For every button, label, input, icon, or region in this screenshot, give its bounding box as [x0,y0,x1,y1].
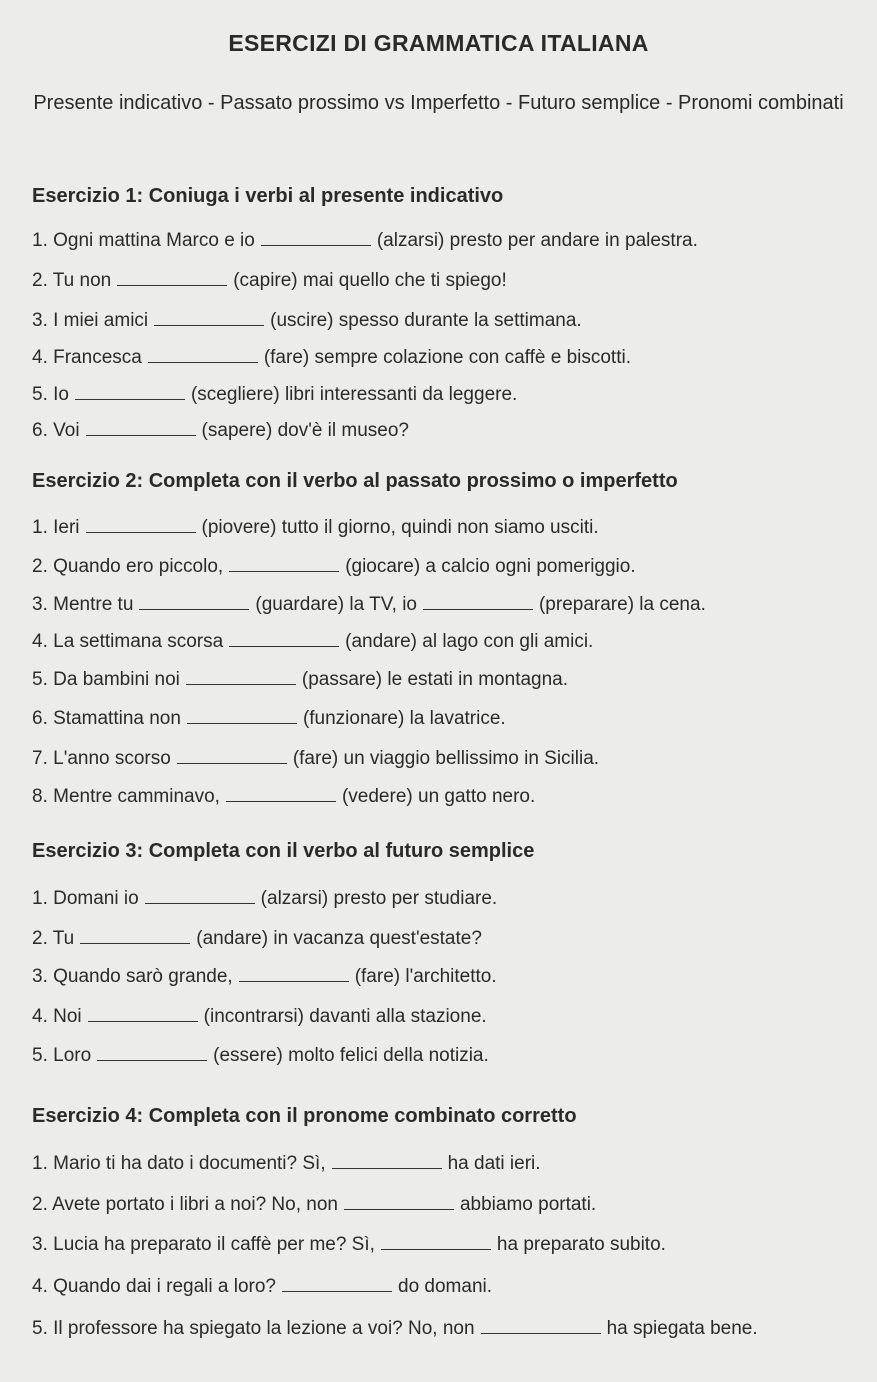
exercise-1-title: Esercizio 1: Coniuga i verbi al presente indicativo [32,185,504,207]
ex1-item: 4. Francesca (fare) sempre colazione con caffè e biscotti. [32,347,631,368]
answer-blank[interactable] [117,271,227,286]
answer-blank[interactable] [261,231,371,246]
answer-blank[interactable] [86,421,196,436]
answer-blank[interactable] [148,348,258,363]
answer-blank[interactable] [186,670,296,685]
answer-blank[interactable] [88,1007,198,1022]
ex3-item: 1. Domani io (alzarsi) presto per studiare. [32,888,498,909]
ex2-item: 6. Stamattina non (funzionare) la lavatrice. [32,708,506,729]
ex2-item: 3. Mentre tu (guardare) la TV, io (preparare) la cena. [32,594,706,615]
exercise-3-title: Esercizio 3: Completa con il verbo al futuro semplice [32,840,535,862]
answer-blank[interactable] [282,1277,392,1292]
answer-blank[interactable] [423,595,533,610]
ex4-item: 2. Avete portato i libri a noi? No, non abbiamo portati. [32,1194,597,1215]
ex4-item: 4. Quando dai i regali a loro? do domani. [32,1276,493,1297]
answer-blank[interactable] [145,889,255,904]
exercise-2-title: Esercizio 2: Completa con il verbo al passato prossimo o imperfetto [32,470,678,492]
ex2-item: 2. Quando ero piccolo, (giocare) a calcio ogni pomeriggio. [32,556,636,577]
answer-blank[interactable] [381,1235,491,1250]
ex1-item: 1. Ogni mattina Marco e io (alzarsi) presto per andare in palestra. [32,230,698,251]
answer-blank[interactable] [226,787,336,802]
ex2-item: 8. Mentre camminavo, (vedere) un gatto nero. [32,786,536,807]
ex4-item: 1. Mario ti ha dato i documenti? Sì, ha dati ieri. [32,1153,541,1174]
exercise-4-title: Esercizio 4: Completa con il pronome combinato corretto [32,1105,577,1127]
answer-blank[interactable] [139,595,249,610]
page-subtitle: Presente indicativo - Passato prossimo vs Imperfetto - Futuro semplice - Pronomi combinati [33,92,844,114]
ex4-item: 5. Il professore ha spiegato la lezione a voi? No, non ha spiegata bene. [32,1318,758,1339]
ex3-item: 2. Tu (andare) in vacanza quest'estate? [32,928,482,949]
answer-blank[interactable] [187,709,297,724]
answer-blank[interactable] [177,749,287,764]
answer-blank[interactable] [229,557,339,572]
ex4-item: 3. Lucia ha preparato il caffè per me? Sì, ha preparato subito. [32,1234,666,1255]
ex2-item: 5. Da bambini noi (passare) le estati in montagna. [32,669,569,690]
answer-blank[interactable] [97,1046,207,1061]
ex3-item: 5. Loro (essere) molto felici della notizia. [32,1045,489,1066]
ex1-item: 5. Io (scegliere) libri interessanti da leggere. [32,384,518,405]
answer-blank[interactable] [86,518,196,533]
answer-blank[interactable] [75,385,185,400]
page-title: ESERCIZI DI GRAMMATICA ITALIANA [228,30,649,56]
answer-blank[interactable] [80,929,190,944]
ex3-item: 4. Noi (incontrarsi) davanti alla stazione. [32,1006,487,1027]
answer-blank[interactable] [154,311,264,326]
ex2-item: 4. La settimana scorsa (andare) al lago con gli amici. [32,631,594,652]
ex1-item: 2. Tu non (capire) mai quello che ti spiego! [32,270,507,291]
ex1-item: 6. Voi (sapere) dov'è il museo? [32,420,409,441]
answer-blank[interactable] [229,632,339,647]
answer-blank[interactable] [481,1319,601,1334]
ex1-item: 3. I miei amici (uscire) spesso durante la settimana. [32,310,582,331]
ex2-item: 1. Ieri (piovere) tutto il giorno, quindi non siamo usciti. [32,517,599,538]
ex3-item: 3. Quando sarò grande, (fare) l'architetto. [32,966,497,987]
answer-blank[interactable] [332,1154,442,1169]
answer-blank[interactable] [344,1195,454,1210]
ex2-item: 7. L'anno scorso (fare) un viaggio bellissimo in Sicilia. [32,748,600,769]
answer-blank[interactable] [239,967,349,982]
